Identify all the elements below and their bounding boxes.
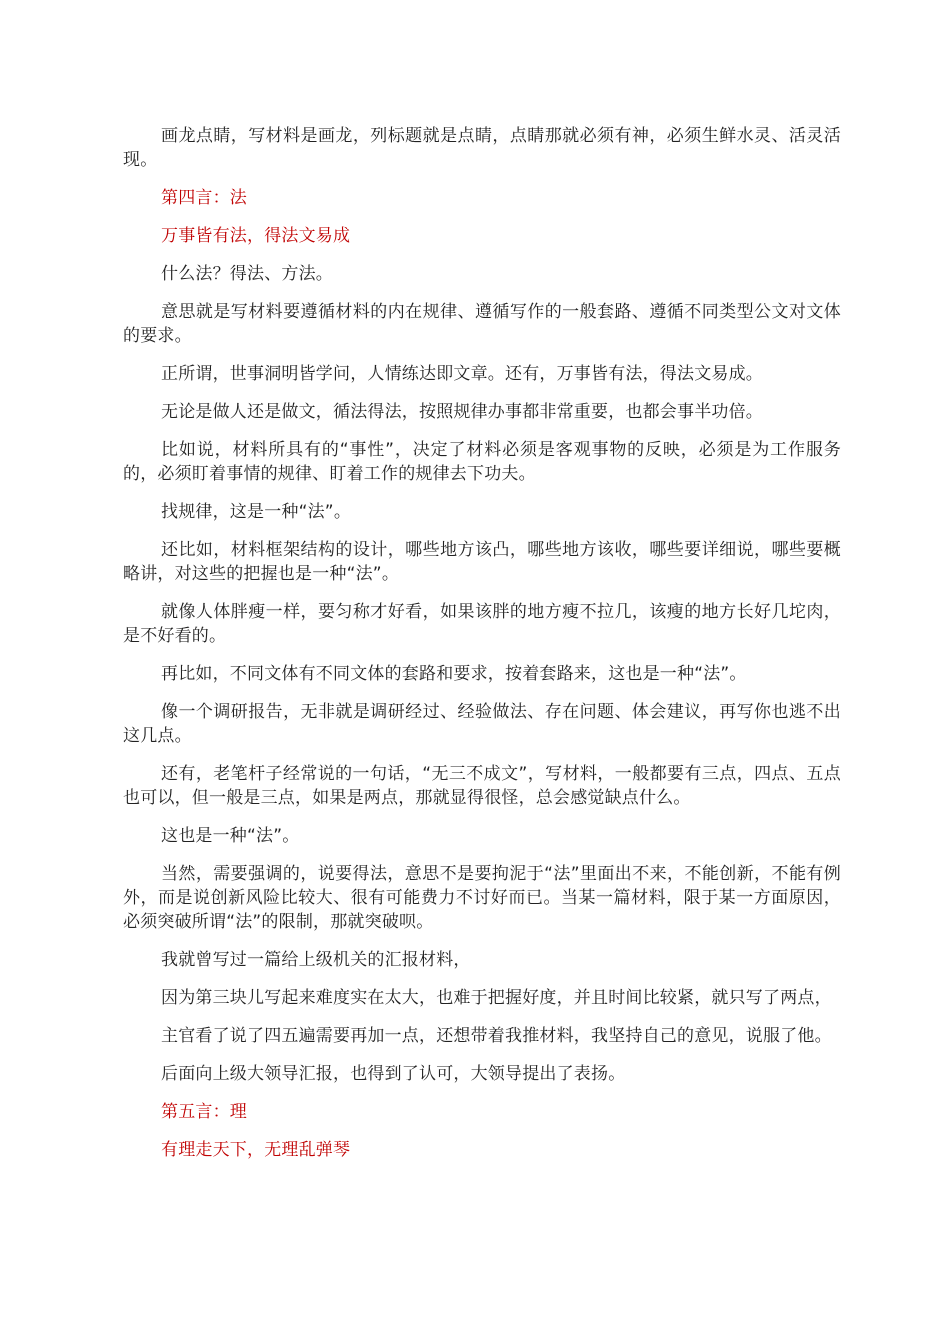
paragraph: 当然，需要强调的，说要得法，意思不是要拘泥于“法”里面出不来，不能创新，不能有例外，而是说创新风险比较大、很有可能费力不讨好而已。当某一篇材料，限于某一方面原因，必须突破所谓“法”的限制，那就突破呗。 [123,864,841,932]
paragraph: 主官看了说了四五遍需要再加一点，还想带着我推材料，我坚持自己的意见，说服了他。 [161,1026,832,1046]
paragraph: 什么法？得法、方法。 [161,264,333,284]
section-heading: 第四言：法 [161,188,247,208]
paragraph: 还比如，材料框架结构的设计，哪些地方该凸，哪些地方该收，哪些要详细说，哪些要概略讲，对这些的把握也是一种“法”。 [123,540,841,584]
paragraph: 还有，老笔杆子经常说的一句话，“无三不成文”，写材料，一般都要有三点，四点、五点也可以，但一般是三点，如果是两点，那就显得很怪，总会感觉缺点什么。 [123,764,841,808]
paragraph: 找规律，这是一种“法”。 [161,502,352,522]
paragraph: 因为第三块儿写起来难度实在太大，也难于把握好度，并且时间比较紧，就只写了两点， [161,988,832,1008]
paragraph: 这也是一种“法”。 [161,826,300,846]
paragraph: 比如说，材料所具有的“事性”，决定了材料必须是客观事物的反映，必须是为工作服务的，必须盯着事情的规律、盯着工作的规律去下功夫。 [123,440,841,484]
paragraph: 画龙点睛，写材料是画龙，列标题就是点睛，点睛那就必须有神，必须生鲜水灵、活灵活现。 [123,126,841,170]
section-subheading: 万事皆有法，得法文易成 [161,226,351,246]
paragraph: 正所谓，世事洞明皆学问，人情练达即文章。还有，万事皆有法，得法文易成。 [161,364,763,384]
paragraph: 再比如，不同文体有不同文体的套路和要求，按着套路来，这也是一种“法”。 [161,664,747,684]
paragraph: 我就曾写过一篇给上级机关的汇报材料， [161,950,471,970]
paragraph: 意思就是写材料要遵循材料的内在规律、遵循写作的一般套路、遵循不同类型公文对文体的要求。 [123,302,841,346]
paragraph: 后面向上级大领导汇报，也得到了认可，大领导提出了表扬。 [161,1064,626,1084]
paragraph: 无论是做人还是做文，循法得法，按照规律办事都非常重要，也都会事半功倍。 [161,402,763,422]
section-subheading: 有理走天下，无理乱弹琴 [161,1140,351,1160]
section-heading: 第五言：理 [161,1102,247,1122]
document-body [123,124,841,1176]
paragraph: 就像人体胖瘦一样，要匀称才好看，如果该胖的地方瘦不拉几，该瘦的地方长好几坨肉，是不好看的。 [123,602,841,646]
paragraph: 像一个调研报告，无非就是调研经过、经验做法、存在问题、体会建议，再写你也逃不出这几点。 [123,702,841,746]
